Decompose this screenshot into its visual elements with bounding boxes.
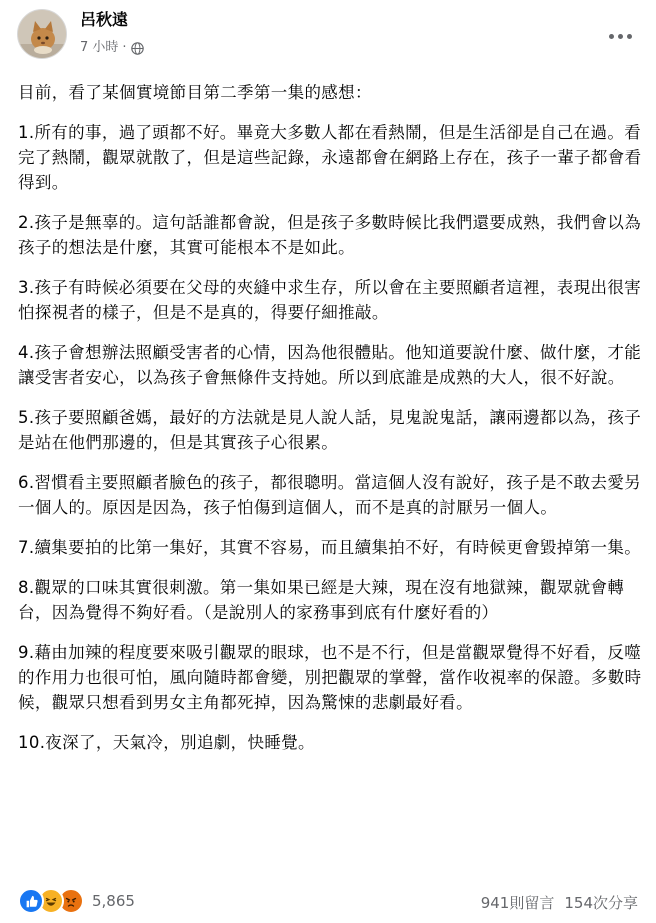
post-paragraph: 1.所有的事，過了頭都不好。畢竟大多數人都在看熱鬧，但是生活卻是自己在過。看完了熱鬧，觀眾就散了，但是這些記錄，永遠都會在網路上存在，孩子一輩子都會看得到。 bbox=[18, 123, 642, 192]
reactions-summary[interactable] bbox=[18, 889, 135, 913]
post-paragraph: 6.習慣看主要照顧者臉色的孩子，都很聰明。當這個人沒有說好，孩子是不敢去愛另一個人的。原因是因為，孩子怕傷到這個人，而不是真的討厭另一個人。 bbox=[18, 473, 642, 517]
post-header bbox=[0, 0, 656, 74]
share-count[interactable]: 154次分享 bbox=[564, 894, 638, 912]
like-icon bbox=[18, 888, 44, 914]
post-paragraph: 8.觀眾的口味其實很刺激。第一集如果已經是大辣，現在沒有地獄辣，觀眾就會轉台，因為覺得不夠好看。（是說別人的家務事到底有什麼好看的） bbox=[18, 578, 625, 622]
more-options-icon[interactable] bbox=[600, 24, 640, 48]
post-meta bbox=[80, 40, 144, 56]
post-paragraph: 4.孩子會想辦法照顧受害者的心情，因為他很體貼。他知道要說什麼、做什麼，才能讓受害者安心，以為孩子會無條件支持她。所以到底誰是成熟的大人，很不好說。 bbox=[18, 343, 642, 387]
post-footer bbox=[0, 884, 656, 923]
post-paragraph: 7.續集要拍的比第一集好，其實不容易，而且續集拍不好，有時候更會毀掉第一集。 bbox=[18, 538, 642, 557]
avatar[interactable] bbox=[17, 9, 67, 59]
post-paragraph: 9.藉由加辣的程度要來吸引觀眾的眼球，也不是不行，但是當觀眾覺得不好看，反噬的作用力也很可怕，風向隨時都會變，別把觀眾的掌聲，當作收視率的保證。多數時候，觀眾只想看到男女主角都死掉，因為驚悚的悲劇最好看。 bbox=[18, 643, 642, 712]
reaction-count: 5,865 bbox=[92, 892, 135, 910]
globe-icon bbox=[131, 42, 144, 55]
author-name[interactable]: 呂秋遠 bbox=[80, 10, 129, 29]
comment-count[interactable]: 941則留言 bbox=[480, 894, 555, 912]
post-paragraph: 5.孩子要照顧爸媽，最好的方法就是見人說人話，見鬼說鬼話，讓兩邊都以為，孩子是站在他們那邊的，但是其實孩子心很累。 bbox=[18, 408, 642, 452]
avatar-cat-image bbox=[18, 10, 67, 59]
post-paragraph: 3.孩子有時候必須要在父母的夾縫中求生存，所以會在主要照顧者這裡，表現出很害怕探視者的樣子，但是不是真的，得要仔細推敲。 bbox=[18, 278, 642, 322]
post-paragraph: 目前，看了某個實境節目第二季第一集的感想： bbox=[18, 83, 372, 102]
post-paragraph: 10.夜深了，天氣冷，別追劇，快睡覺。 bbox=[18, 733, 315, 752]
post-body bbox=[18, 80, 646, 770]
engagement-stats bbox=[481, 892, 638, 913]
post-paragraph: 2.孩子是無辜的。這句話誰都會說，但是孩子多數時候比我們還要成熟，我們會以為孩子的想法是什麼，其實可能根本不是如此。 bbox=[18, 213, 642, 257]
meta-separator: · bbox=[122, 40, 127, 55]
post-time[interactable]: 7 小時 bbox=[80, 40, 119, 55]
